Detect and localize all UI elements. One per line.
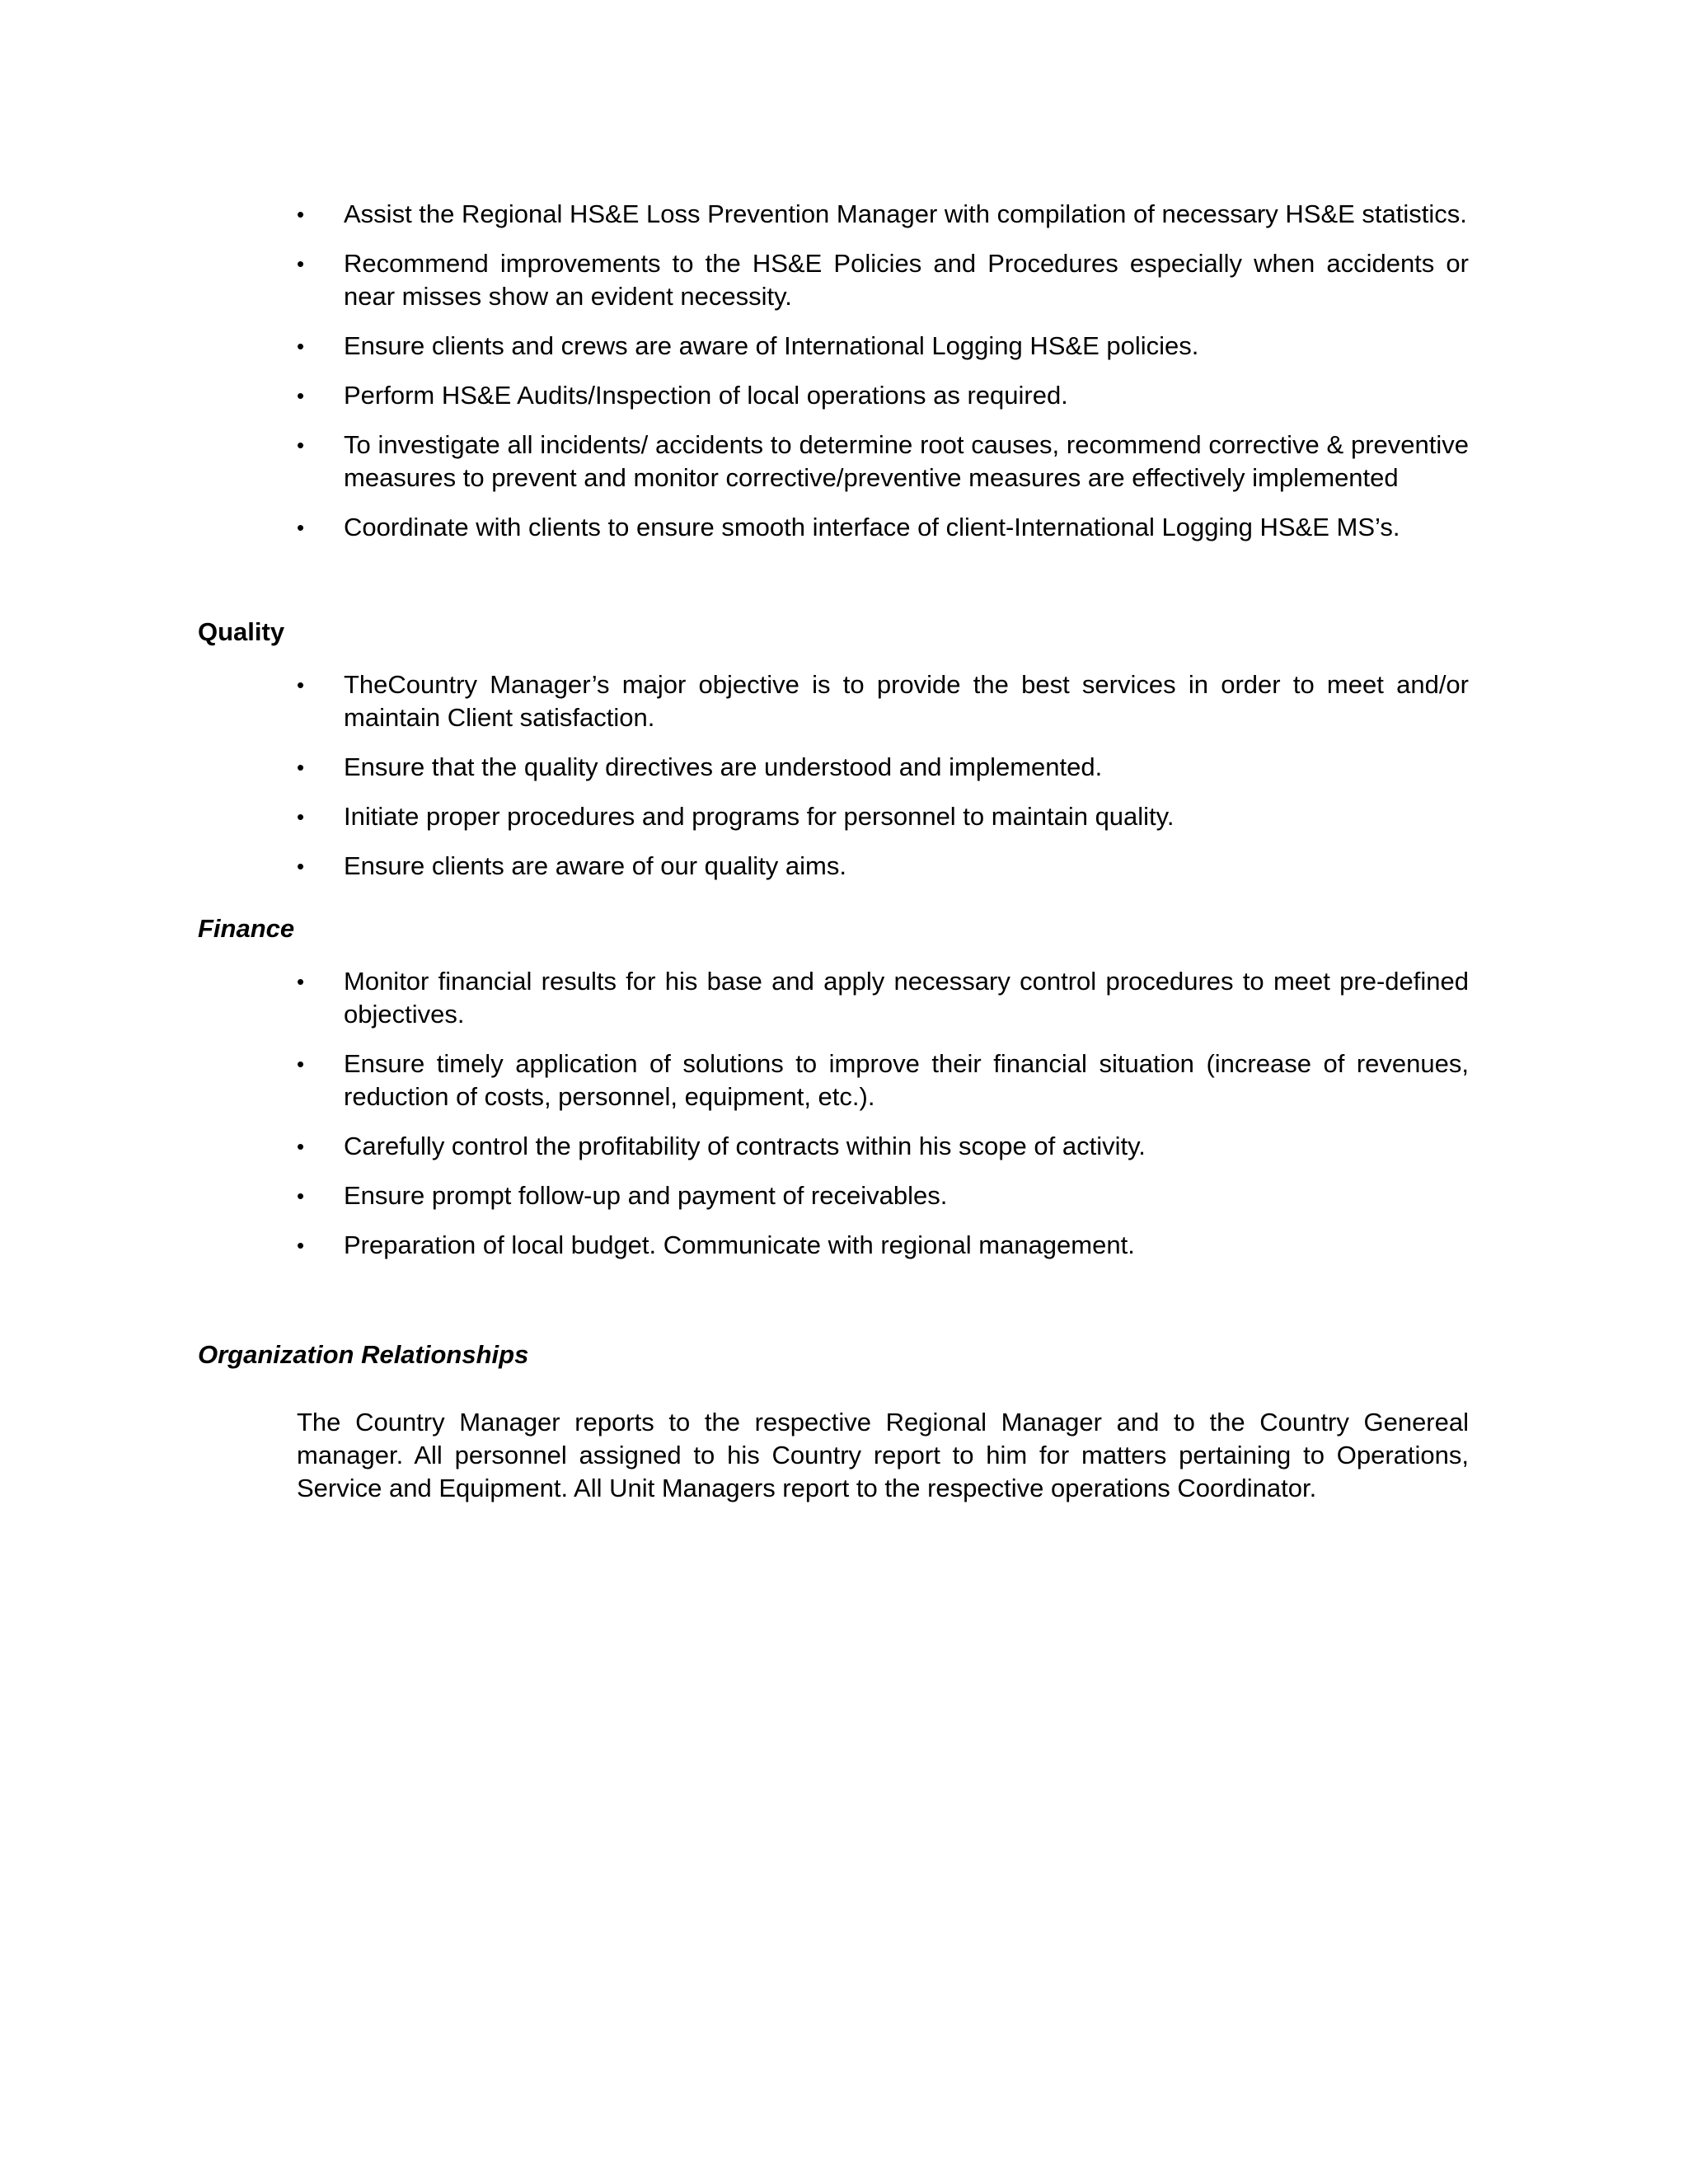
list-item: • Ensure timely application of solutions to improve their financial situation (increase of revenues, reduction of costs, personnel, equipment, etc.). bbox=[297, 1049, 1469, 1111]
list-item: • Ensure clients and crews are aware of International Logging HS&E policies. bbox=[297, 330, 1469, 363]
list-item: • TheCountry Manager’s major objective is to provide the best services in order to meet and/or maintain Client satisfaction. bbox=[297, 670, 1469, 732]
list-item: • Monitor financial results for his base and apply necessary control procedures to meet pre-defined objectives. bbox=[297, 967, 1469, 1029]
bullet-icon: • bbox=[297, 515, 305, 540]
finance-heading: Finance bbox=[198, 914, 295, 943]
bullet-icon: • bbox=[297, 433, 305, 457]
finance-list bbox=[297, 965, 1469, 1278]
list-item: • Preparation of local budget. Communicate with regional management. bbox=[297, 1229, 1469, 1262]
bullet-icon: • bbox=[297, 383, 305, 408]
quality-heading: Quality bbox=[198, 617, 285, 646]
bullet-icon: • bbox=[297, 1052, 305, 1076]
bullet-icon: • bbox=[297, 854, 305, 879]
list-item: • Carefully control the profitability of contracts within his scope of activity. bbox=[297, 1130, 1469, 1163]
bullet-icon: • bbox=[297, 334, 305, 359]
bullet-icon: • bbox=[297, 251, 305, 276]
list-item: • Ensure clients are aware of our quality aims. bbox=[297, 850, 1469, 883]
bullet-icon: • bbox=[297, 202, 305, 227]
quality-list bbox=[297, 668, 1469, 899]
hse-list bbox=[297, 198, 1469, 560]
bullet-icon: • bbox=[297, 969, 305, 994]
list-item: • Coordinate with clients to ensure smooth interface of client-International Logging HS&E MS’s. bbox=[297, 511, 1469, 544]
bullet-icon: • bbox=[297, 1233, 305, 1258]
bullet-icon: • bbox=[297, 1134, 305, 1159]
organization-heading: Organization Relationships bbox=[198, 1340, 529, 1369]
list-item: • Initiate proper procedures and programs for personnel to maintain quality. bbox=[297, 800, 1469, 833]
list-item: • Ensure that the quality directives are understood and implemented. bbox=[297, 751, 1469, 784]
bullet-icon: • bbox=[297, 804, 305, 829]
list-item: • Recommend improvements to the HS&E Policies and Procedures especially when accidents or near misses show an evident necessity. bbox=[297, 249, 1469, 311]
list-item: • Assist the Regional HS&E Loss Prevention Manager with compilation of necessary HS&E statistics. bbox=[297, 198, 1469, 231]
list-item: • Perform HS&E Audits/Inspection of local operations as required. bbox=[297, 379, 1469, 412]
organization-paragraph: The Country Manager reports to the respective Regional Manager and to the Country Genereal manager. All personnel assigned to his Country report to him for matters pertaining to Operations, Service and Equipment. All Unit Managers report to the respective operations Coordinator. bbox=[297, 1408, 1469, 1502]
bullet-icon: • bbox=[297, 1183, 305, 1208]
list-item: • Ensure prompt follow-up and payment of receivables. bbox=[297, 1179, 1469, 1212]
bullet-icon: • bbox=[297, 673, 305, 697]
bullet-icon: • bbox=[297, 755, 305, 780]
list-item: • To investigate all incidents/ accidents to determine root causes, recommend corrective & preventive measures to prevent and monitor corrective/preventive measures are effectively implemented bbox=[297, 430, 1469, 492]
